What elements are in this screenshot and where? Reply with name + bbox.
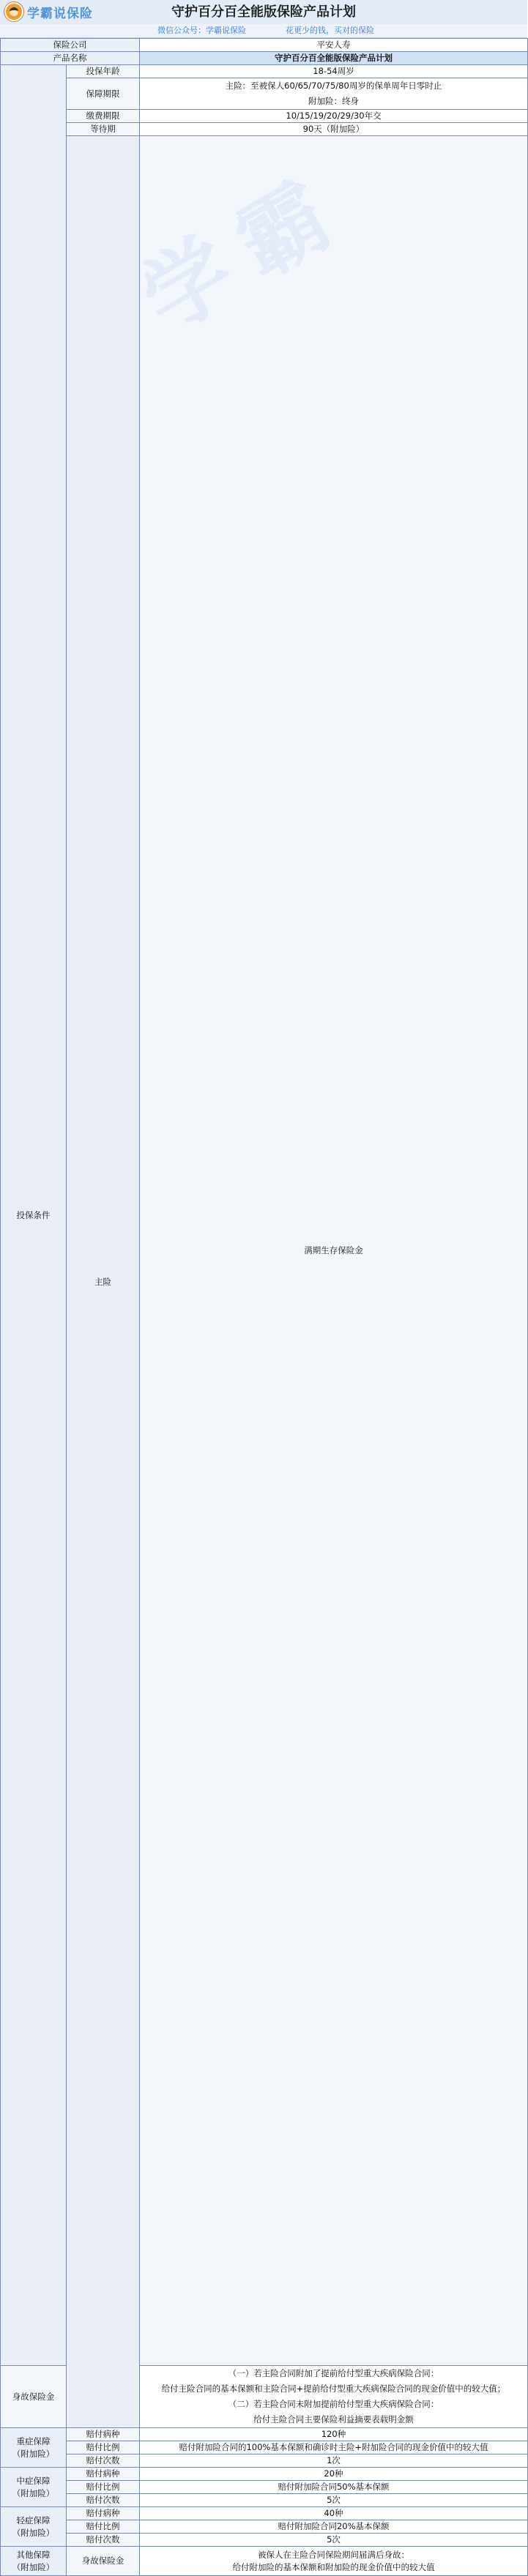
- pay-label: 缴费期限: [67, 110, 140, 123]
- main-insurance-label: 主险: [67, 136, 140, 2428]
- table-row: [1, 65, 528, 78]
- death-line: 给付主险合同主要保险利益摘要表载明金额: [253, 2414, 414, 2424]
- company-value: 平安人寿: [140, 39, 528, 52]
- critical-times-value: 1次: [140, 2454, 528, 2468]
- age-value: 18-54周岁: [140, 65, 528, 78]
- table-row: [1, 2547, 528, 2576]
- other-label-line: （附加险）: [12, 2561, 55, 2572]
- period-line: 主险：至被保人60/65/70/75/80周岁的保单周年日零时止: [225, 81, 442, 91]
- table-row: [1, 2507, 528, 2520]
- table-row: [1, 2454, 528, 2468]
- other-death-label: 身故保险金: [67, 2547, 140, 2576]
- other-label-line: 其他保障: [16, 2549, 51, 2560]
- moderate-label: [1, 2468, 67, 2507]
- critical-ratio-label: 赔付比例: [67, 2441, 140, 2454]
- product-value: 守护百分百全能版保险产品计划: [140, 52, 528, 65]
- insure-conditions-label: 投保条件: [1, 65, 67, 2366]
- critical-times-label: 赔付次数: [67, 2454, 140, 2468]
- mild-kinds-value: 40种: [140, 2507, 528, 2520]
- mild-label-line: （附加险）: [12, 2527, 55, 2538]
- moderate-kinds-label: 赔付病种: [67, 2468, 140, 2481]
- death-value: [140, 2366, 528, 2428]
- mild-times-label: 赔付次数: [67, 2534, 140, 2547]
- critical-label: [1, 2428, 67, 2468]
- death-line: 给付主险合同的基本保额和主险合同+提前给付型重大疾病保险合同的现金价值中的较大值；: [161, 2383, 506, 2394]
- mild-label-line: 轻症保障: [16, 2515, 51, 2525]
- page-title: 守护百分百全能版保险产品计划: [171, 4, 356, 20]
- survival-label: 满期生存保险金: [140, 136, 528, 2366]
- table-row: [1, 110, 528, 123]
- product-label: 产品名称: [1, 52, 140, 65]
- critical-label-line: 重症保障: [16, 2435, 51, 2446]
- header-bar: [0, 0, 527, 25]
- moderate-times-label: 赔付次数: [67, 2494, 140, 2507]
- critical-ratio-value: 赔付附加险合同的100%基本保额和确诊时主险+附加险合同的现金价值中的较大值: [140, 2441, 528, 2454]
- moderate-ratio-label: 赔付比例: [67, 2481, 140, 2494]
- moderate-label-line: （附加险）: [12, 2487, 55, 2498]
- table-row: [1, 2441, 528, 2454]
- death-line: （二）若主险合同未附加提前给付型重大疾病保险合同：: [228, 2399, 439, 2409]
- table-row: [1, 123, 528, 136]
- table-row: [1, 39, 528, 52]
- product-table: [0, 38, 528, 2576]
- table-row: [1, 2428, 528, 2441]
- company-label: 保险公司: [1, 39, 140, 52]
- brand-name: 学霸说保险: [27, 6, 93, 21]
- moderate-ratio-value: 赔付附加险合同50%基本保额: [140, 2481, 528, 2494]
- table-row: [1, 78, 528, 110]
- table-row: [1, 2520, 528, 2534]
- table-row: [1, 2534, 528, 2547]
- death-label: 身故保险金: [1, 2366, 67, 2428]
- slogan: 花更少的钱，买对的保险: [286, 26, 374, 35]
- wait-label: 等待期: [67, 123, 140, 136]
- other-label: [1, 2547, 67, 2576]
- period-line: 附加险：终身: [308, 96, 359, 106]
- pay-value: 10/15/19/20/29/30年交: [140, 110, 528, 123]
- mild-kinds-label: 赔付病种: [67, 2507, 140, 2520]
- age-label: 投保年龄: [67, 65, 140, 78]
- table-row: [1, 2468, 528, 2481]
- critical-kinds-label: 赔付病种: [67, 2428, 140, 2441]
- wait-value: 90天（附加险）: [140, 123, 528, 136]
- other-death-line: 被保人在主险合同保险期间届满后身故：: [258, 2549, 409, 2560]
- subheader: [0, 24, 527, 38]
- period-value: [140, 78, 528, 110]
- wechat-account: 微信公众号：学霸说保险: [157, 26, 246, 35]
- critical-kinds-value: 120种: [140, 2428, 528, 2441]
- period-label: 保障期限: [67, 78, 140, 110]
- other-death-value: [140, 2547, 528, 2576]
- moderate-label-line: 中症保障: [16, 2475, 51, 2486]
- critical-label-line: （附加险）: [12, 2448, 55, 2459]
- other-death-line: 给付附加险的基本保额和附加险的现金价值中的较大值: [232, 2561, 435, 2572]
- mild-times-value: 5次: [140, 2534, 528, 2547]
- mild-ratio-value: 赔付附加险合同20%基本保额: [140, 2520, 528, 2534]
- moderate-times-value: 5次: [140, 2494, 528, 2507]
- table-row: [1, 136, 528, 2366]
- moderate-kinds-value: 20种: [140, 2468, 528, 2481]
- mild-ratio-label: 赔付比例: [67, 2520, 140, 2534]
- death-line: （一）若主险合同附加了提前给付型重大疾病保险合同：: [228, 2368, 439, 2378]
- table-row: [1, 2494, 528, 2507]
- table-row: [1, 52, 528, 65]
- table-row: [1, 2481, 528, 2494]
- mild-label: [1, 2507, 67, 2547]
